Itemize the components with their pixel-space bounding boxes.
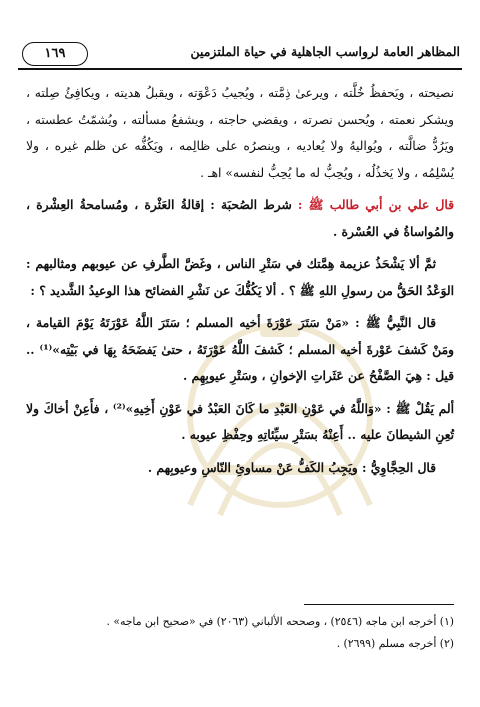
page-header: [18, 40, 462, 70]
quote-text-companionship: شرط الصُحبَة : إقالةُ العَثْرة ، ومُسامحةُ العِشْرة ، والمُواساةُ في العُسْرة .: [26, 197, 454, 239]
paragraph-covering-faults: ثمَّ ألا يَشْحَذُ عزيمة هِمَّتك في سَتْرِ الناس ، وغَضَّ الطَّرفِ عن عيوبهم ومثالبهم : الوَعْدُ الحَقُّ من رسولِ اللهِ ﷺ ؟ . ألا يَكُفُّكَ عن نَشْرِ الفضائح هذا الوعيدُ الشَّديد ؟ :: [26, 256, 454, 298]
paragraph-hadith-help: ألم يَقُلْ ﷺ : «وَاللَّهُ في عَوْنِ العَبْدِ ما كَانَ العَبْدُ في عَوْنِ أَخِيهِ»⁽²⁾ ، فأَعِنْ أخاكَ ولا تُعِنِ الشيطانَ عليه .. أَعِنْهُ بسَتْرِ سيِّئاتِهِ وحِفْظِ عيوبه .: [26, 400, 455, 442]
footnote-divider: [304, 604, 454, 605]
page-body: [26, 80, 454, 487]
paragraph-rights-of-brother: نصيحته ، ويَحفظُ خُلَّته ، ويرعىٰ ذِمَّته ، ويُجيبُ دَعْوَته ، ويقبلُ هديته ، ويكافِئُ صِلته ، ويشكر نعمته ، ويُحسن نصرته ، ويقضي حاجته ، ويشفعُ مسألته ، ويُشمّتُ عطسته ، ويَرُدُّ ضالَّته ، ويُواليهُ ولا يُعاديه ، وينصرُه على ظالِمه ، ويَكُفُّه عن ظلم غيره ، ولا يُسْلِمُه ، ولا يَخذُلُه ، ويُحِبُّ له ما يُحِبُّ لنفسه» اهـ .: [26, 86, 454, 180]
page-number-badge: ١٦٩: [22, 42, 88, 66]
footnote-1: (١) أخرجه ابن ماجه (٢٥٤٦) ، وصححه الألباني (٢٠٦٣) في «صحيح ابن ماجه» .: [106, 615, 454, 628]
running-title: المظاهر العامة لرواسب الجاهلية في حياة الملتزمين: [190, 44, 460, 59]
paragraph-hajjawi: قال الحِجَّاوِيُّ : ويَجِبُ الكَفُّ عَنْ مساوئِ النّاسِ وعيوبِهم .: [147, 459, 436, 475]
quote-attribution-ali: قال علي بن أبي طالب ﷺ :: [297, 197, 454, 212]
footnotes: [26, 611, 454, 655]
footnote-2: (٢) أخرجه مسلم (٢٦٩٩) .: [336, 637, 454, 650]
paragraph-hadith-covering: قال النَّبِيُّ ﷺ : «مَنْ سَتَرَ عَوْرَةَ أخيه المسلم ؛ سَتَرَ اللَّهُ عَوْرَتَهُ يَوْمَ القيامة ، ومَنْ كَشفَ عَوْرةَ أخيه المسلم ؛ كَشفَ اللَّهُ عَوْرَتَهُ ، حتىٰ يَفضَحَهُ بِهَا في بَيْتِه»⁽¹⁾ .. قيل : هِيَ الصَّفْحُ عن عَثَراتِ الإخوانِ ، وسَتْرِ عيوبِهِم .: [26, 315, 454, 383]
paragraph-ali-quote: [26, 192, 454, 245]
